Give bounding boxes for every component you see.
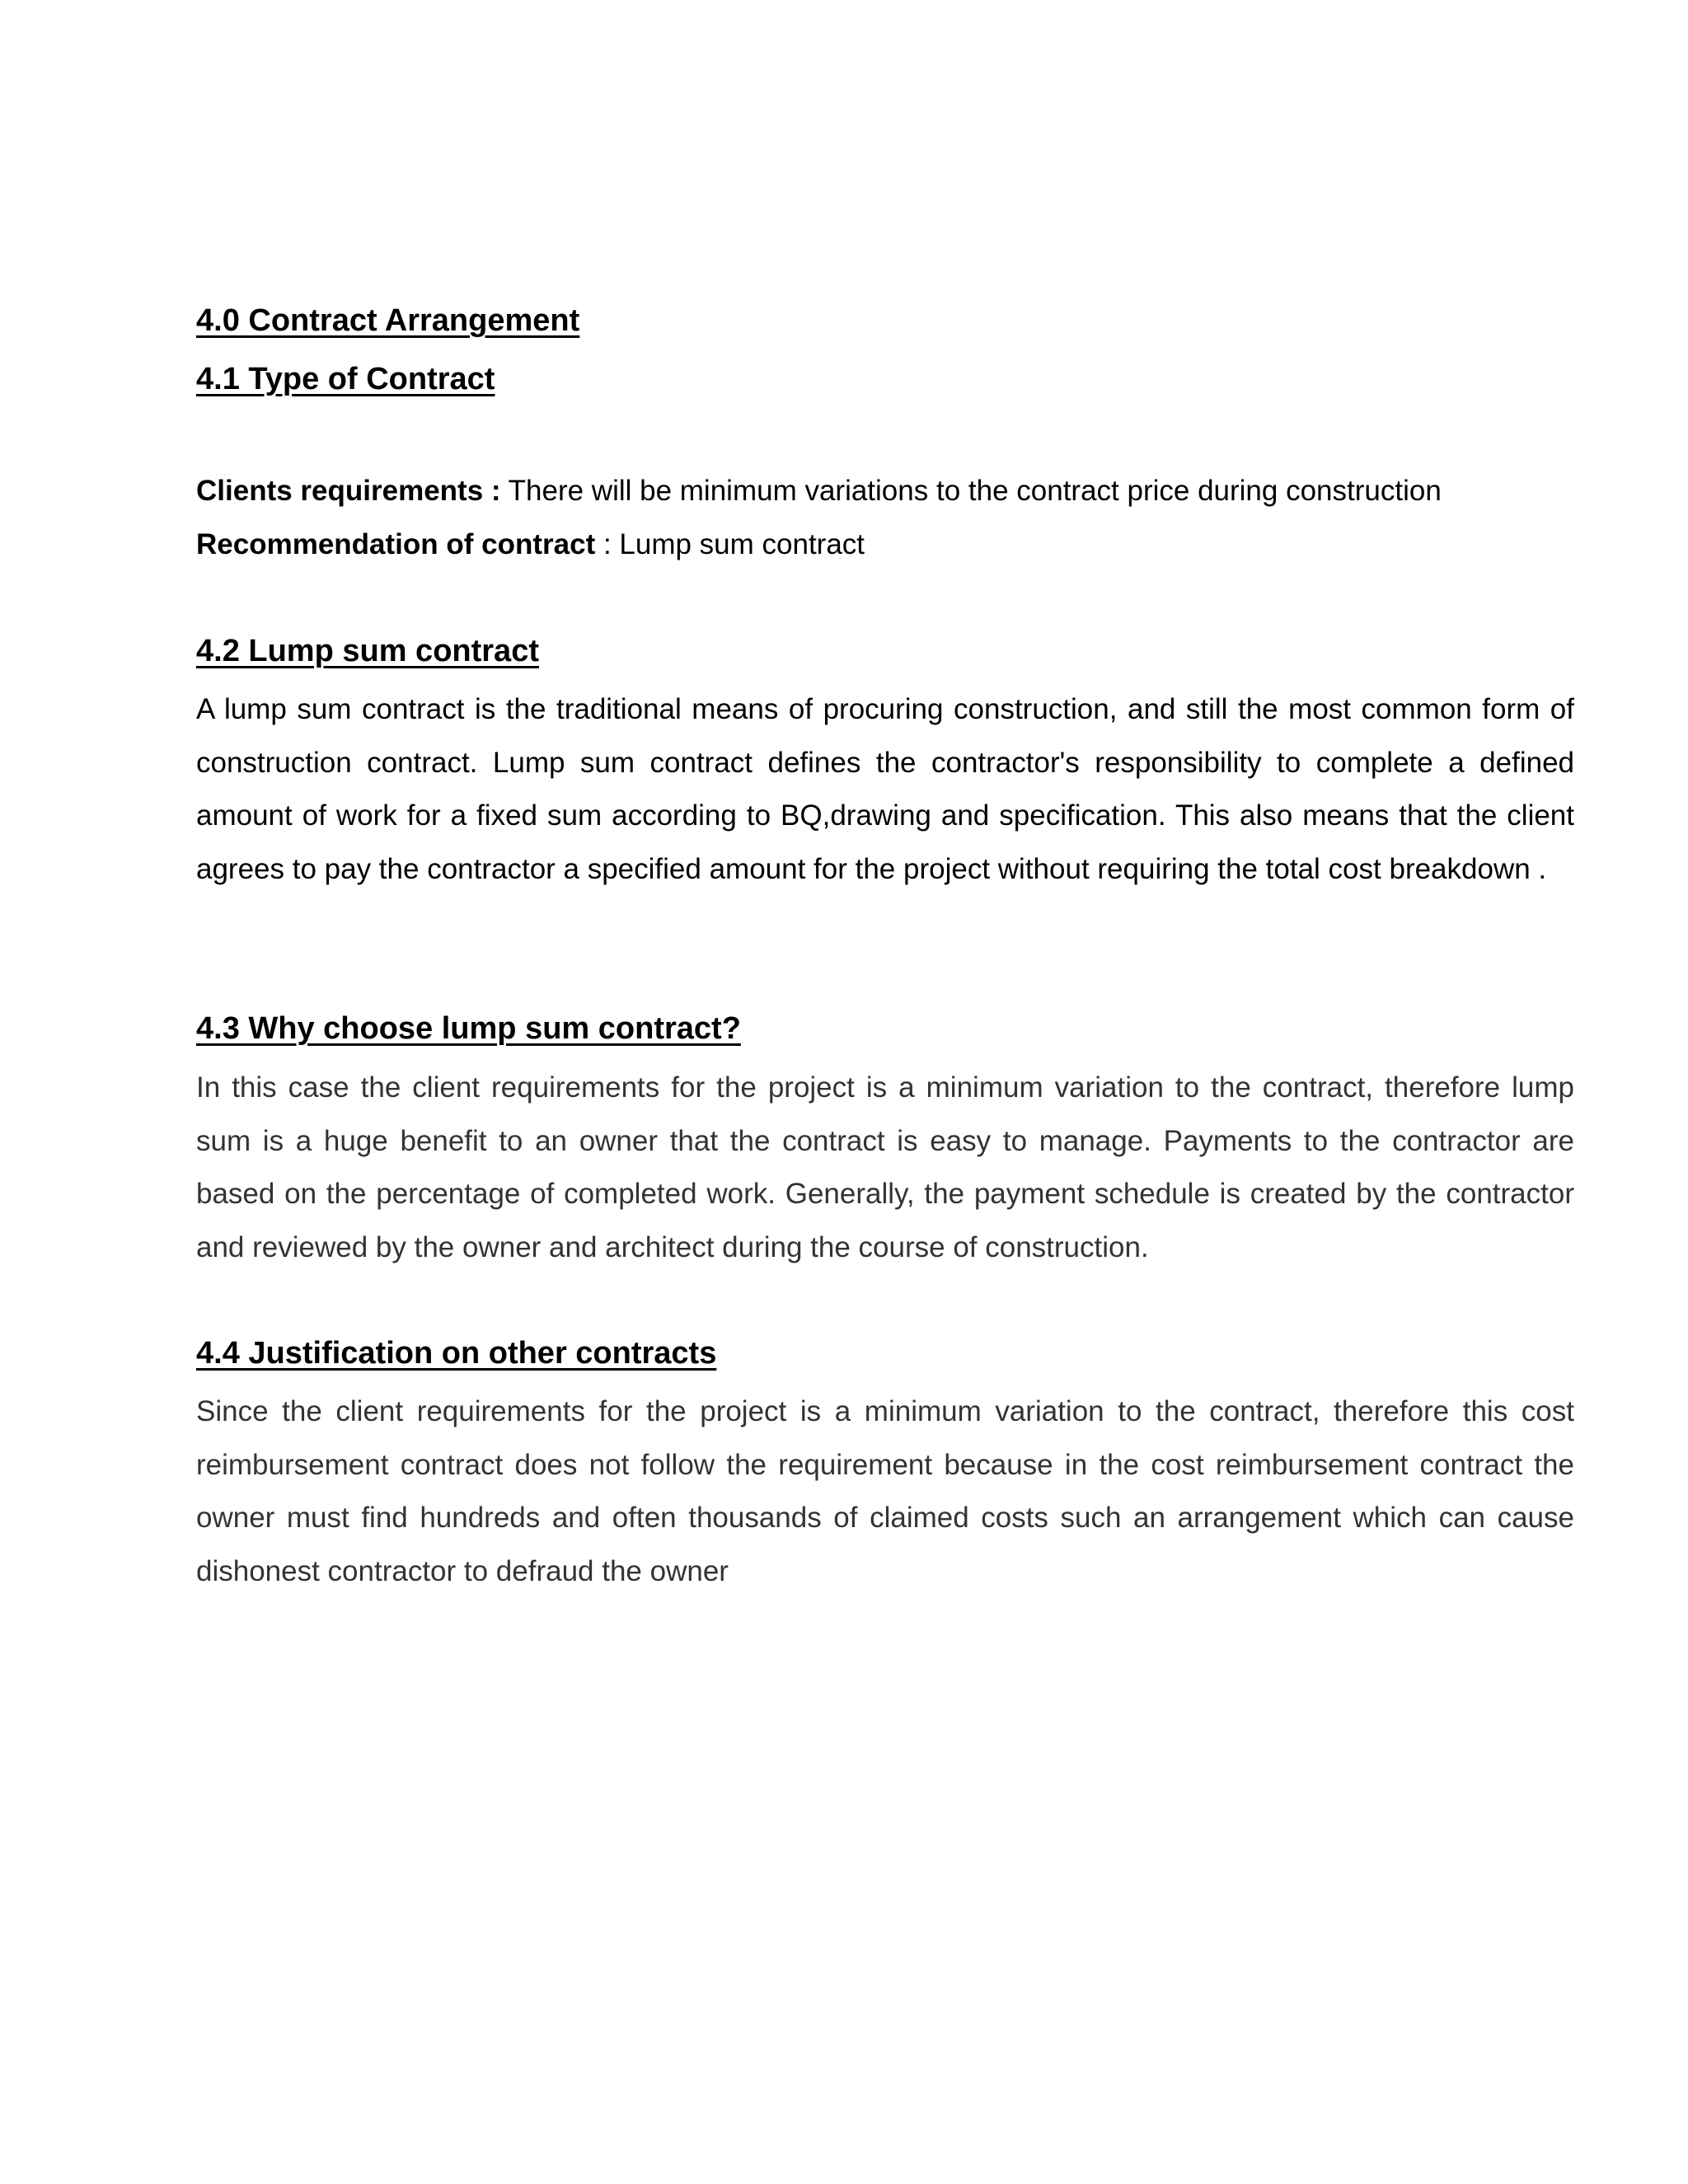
clients-requirements-value: There will be minimum variations to the contract price during construction [500,475,1442,507]
clients-requirements-line [196,473,1442,509]
section-heading-justification: 4.4 Justification on other contracts [196,1336,717,1371]
section-heading-type-of-contract: 4.1 Type of Contract [196,362,495,396]
recommendation-value: : Lump sum contract [595,528,865,560]
recommendation-label: Recommendation of contract [196,528,596,560]
clients-requirements-label: Clients requirements : [196,475,501,507]
recommendation-line [196,527,865,563]
section-heading-lump-sum-contract: 4.2 Lump sum contract [196,634,539,668]
section-heading-why-lump-sum: 4.3 Why choose lump sum contract? [196,1011,741,1046]
why-lump-sum-paragraph: In this case the client requirements for the project is a minimum variation to the contract, therefore lump sum is a huge benefit to an owner that the contract is easy to manage. Payments to the contractor are based on the percentage of completed work. Generally, the payment schedule is created by the contractor and reviewed by the owner and architect during the course of construction. [196,1071,1574,1264]
section-heading-contract-arrangement: 4.0 Contract Arrangement [196,303,580,338]
lump-sum-paragraph: A lump sum contract is the traditional means of procuring construction, and still the most common form of construction contract. Lump sum contract defines the contractor's responsibility to complete a defined amount of work for a fixed sum according to BQ,drawing and specification. This also means that the client agrees to pay the contractor a specified amount for the project without requiring the total cost breakdown . [196,693,1574,886]
justification-paragraph: Since the client requirements for the project is a minimum variation to the contract, therefore this cost reimbursement contract does not follow the requirement because in the cost reimbursement contract the owner must find hundreds and often thousands of claimed costs such an arrangement which can cause dishonest contractor to defraud the owner [196,1395,1574,1588]
